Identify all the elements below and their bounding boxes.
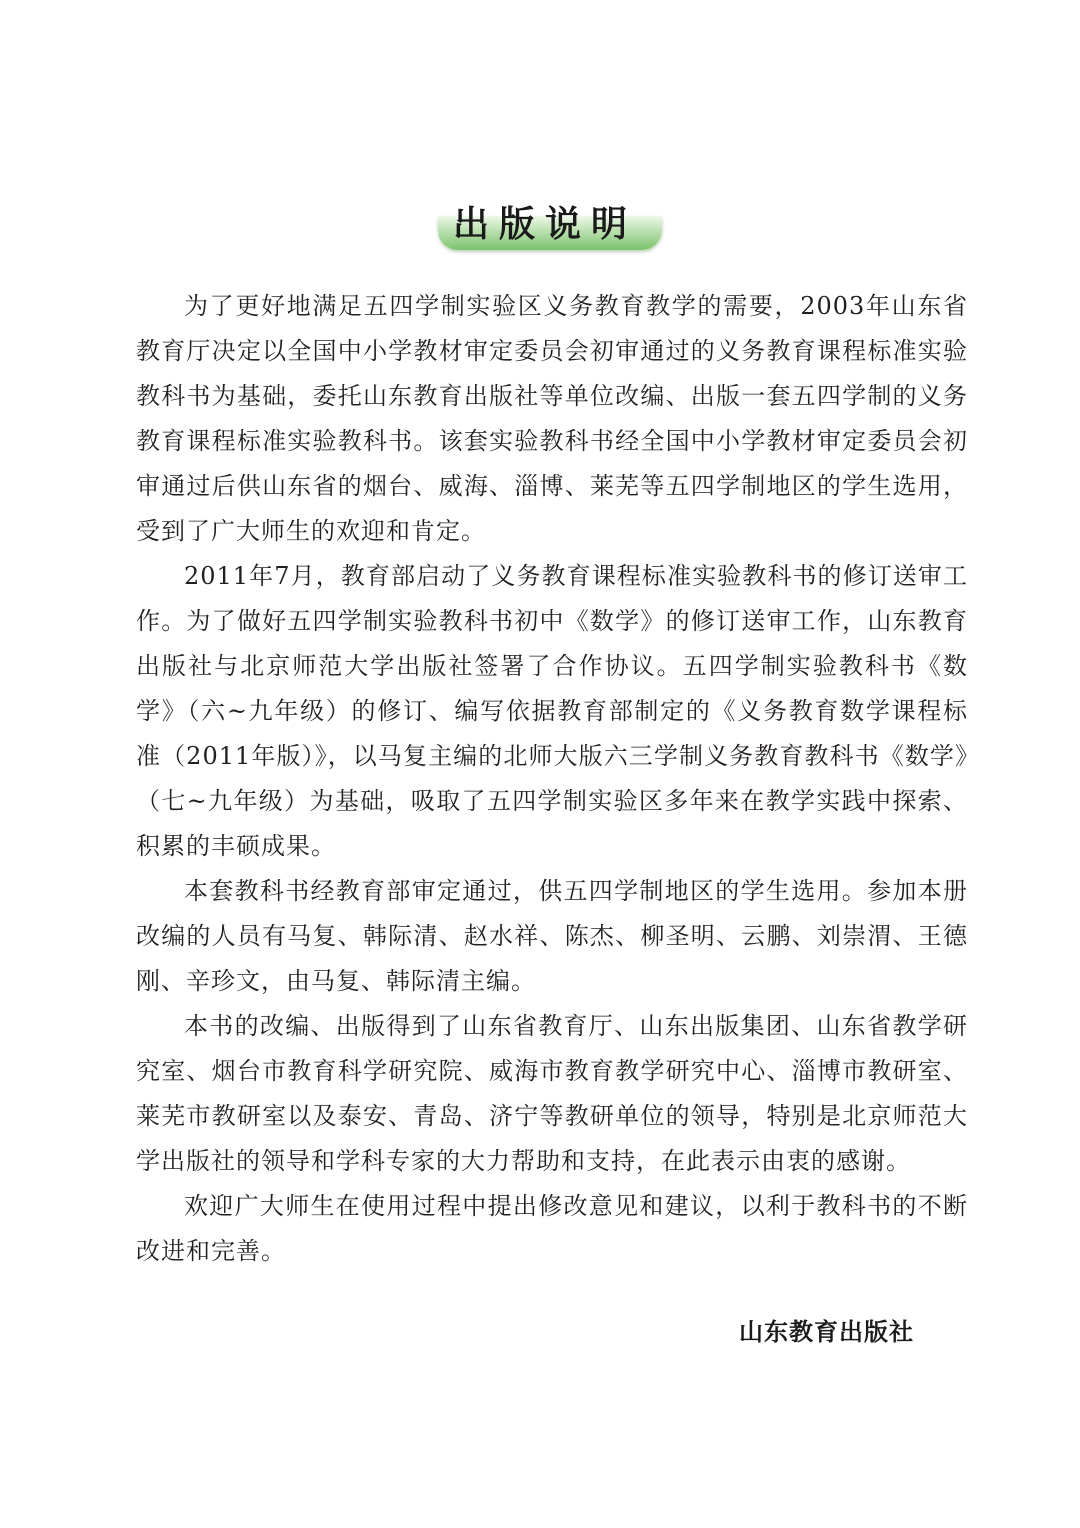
paragraph-4: 本书的改编、出版得到了山东省教育厅、山东出版集团、山东省教学研究室、烟台市教育科学研究院、威海市教育教学研究中心、淄博市教研室、莱芜市教研室以及泰安、青岛、济宁等教研单位的领导，特别是北京师范大学出版社的领导和学科专家的大力帮助和支持，在此表示由衷的感谢。	[136, 1012, 968, 1175]
body-text	[136, 284, 968, 1274]
paragraph-5: 欢迎广大师生在使用过程中提出修改意见和建议，以利于教科书的不断改进和完善。	[136, 1192, 968, 1265]
title-banner	[0, 200, 1080, 260]
paragraph-3: 本套教科书经教育部审定通过，供五四学制地区的学生选用。参加本册改编的人员有马复、韩际清、赵水祥、陈杰、柳圣明、云鹏、刘崇渭、王德刚、辛珍文，由马复、韩际清主编。	[136, 877, 968, 995]
paragraph-2: 2011年7月，教育部启动了义务教育课程标准实验教科书的修订送审工作。为了做好五四学制实验教科书初中《数学》的修订送审工作，山东教育出版社与北京师范大学出版社签署了合作协议。五四学制实验教科书《数学》（六~九年级）的修订、编写依据教育部制定的《义务教育数学课程标准（2011年版）》，以马复主编的北师大版六三学制义务教育教科书《数学》（七~九年级）为基础，吸取了五四学制实验区多年来在教学实践中探索、积累的丰硕成果。	[136, 562, 968, 860]
publisher-signature: 山东教育出版社	[739, 1318, 914, 1346]
page-title: 出版说明	[452, 203, 637, 245]
paragraph-1: 为了更好地满足五四学制实验区义务教育教学的需要，2003年山东省教育厅决定以全国中小学教材审定委员会初审通过的义务教育课程标准实验教科书为基础，委托山东教育出版社等单位改编、出版一套五四学制的义务教育课程标准实验教科书。该套实验教科书经全国中小学教材审定委员会初审通过后供山东省的烟台、威海、淄博、莱芜等五四学制地区的学生选用，受到了广大师生的欢迎和肯定。	[136, 292, 968, 545]
